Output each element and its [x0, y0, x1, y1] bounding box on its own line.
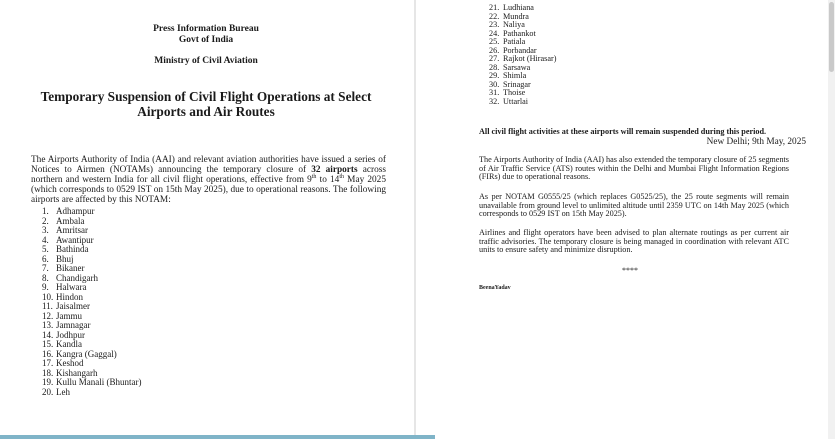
airport-number: 23. — [489, 20, 500, 29]
headline-line-2: Airports and Air Routes — [137, 104, 275, 119]
airport-number: 25. — [489, 37, 500, 46]
signature: BeenaYadav — [479, 285, 511, 291]
section-separator: **** — [622, 266, 638, 275]
airport-number: 11. — [42, 301, 53, 311]
airport-name: Patiala — [503, 37, 526, 46]
airport-list-item — [489, 98, 556, 107]
ats-routes-paragraph: The Airports Authority of India (AAI) has also extended the temporary closure of 25 segments of Air Traffic Service (ATS) routes within the Delhi and Mumbai Flight Information Regions (FIRs) due to operational reasons. — [479, 155, 789, 182]
bureau-title: Press Information Bureau — [153, 24, 259, 34]
government-subtitle: Govt of India — [178, 35, 234, 45]
ministry-title: Ministry of Civil Aviation — [154, 56, 258, 66]
airport-number: 14. — [42, 329, 54, 340]
airport-name: Kullu Manali (Bhuntar) — [56, 377, 142, 387]
airport-list-left — [42, 207, 141, 397]
intro-text: across northern and western India for all civil flight operations, effective from 9 — [31, 165, 387, 185]
airport-number: 31. — [489, 88, 500, 97]
airport-number: 22. — [489, 11, 500, 21]
airport-number: 32. — [489, 96, 500, 106]
intro-text: to 14 — [316, 175, 340, 185]
airport-name: Awantipur — [56, 234, 94, 245]
airport-number: 4. — [42, 234, 49, 245]
airport-number: 16. — [42, 348, 54, 359]
airport-name: Rajkot (Hirasar) — [503, 54, 557, 63]
airport-number: 30. — [489, 79, 500, 89]
airport-number: 10. — [42, 291, 54, 302]
airport-number: 26. — [489, 45, 500, 55]
page-divider — [414, 0, 416, 439]
airport-number: 3. — [42, 225, 49, 235]
press-headline — [0, 89, 412, 119]
airport-name: Naliya — [503, 20, 525, 29]
airport-name: Pathankot — [503, 28, 536, 38]
airport-list-item — [42, 388, 141, 398]
airport-name: Chandigarh — [56, 272, 98, 283]
airport-number: 19. — [42, 377, 54, 387]
airport-name: Halwara — [56, 282, 87, 292]
airport-name: Thoise — [503, 88, 526, 97]
airport-name: Porbandar — [503, 45, 537, 55]
airport-number: 28. — [489, 62, 500, 72]
intro-text: May 2025 (which corresponds to 0529 IST on 15th May 2025), due to operational reasons. The following airports are affected by this NOTAM: — [31, 175, 386, 205]
notam-paragraph: As per NOTAM G0555/25 (which replaces G0525/25), the 25 route segments will remain unavailable from ground level to unlimited altitude until 2359 UTC on 14th May 2025 (which corresponds to 0529 IST on 15th May 2025). — [479, 192, 789, 219]
airport-name: Jammu — [56, 310, 82, 321]
airport-name: Shimla — [503, 71, 527, 80]
suspension-note: All civil flight activities at these airports will remain suspended during this period. — [479, 127, 767, 136]
airport-name: Amritsar — [56, 225, 88, 235]
airport-number: 18. — [42, 367, 54, 378]
airport-name: Srinagar — [503, 79, 531, 89]
advisory-paragraph: Airlines and flight operators have been advised to plan alternate routings as per current air traffic advisories. The temporary closure is being managed in coordination with relevant ATC units to ensure safety and minimize disruption. — [479, 228, 789, 255]
airport-number: 2. — [42, 215, 49, 226]
airport-number: 15. — [42, 339, 54, 349]
airport-name: Bhuj — [56, 253, 74, 264]
headline-line-1: Temporary Suspension of Civil Flight Operations at Select — [40, 89, 372, 104]
airport-number: 20. — [42, 386, 54, 397]
airport-name: Kandla — [56, 339, 82, 349]
bottom-highlight-bar — [0, 435, 435, 439]
intro-text: The Airports Authority of India (AAI) and relevant aviation authorities have issued a series of Notices to Airmen (NOTAMs) announcing the temporary closure of — [31, 155, 386, 175]
airport-number: 12. — [42, 310, 54, 321]
airport-number: 27. — [489, 54, 500, 63]
airport-name: Bikaner — [56, 263, 85, 273]
intro-superscript: th — [311, 173, 317, 180]
airport-name: Sarsawa — [503, 62, 531, 72]
airport-name: Kishangarh — [56, 367, 98, 378]
airport-name: Hindon — [56, 291, 83, 302]
airport-name: Ambala — [56, 215, 85, 226]
airport-name: Adhampur — [56, 206, 95, 216]
airport-name: Ludhiana — [503, 3, 534, 12]
airport-number: 7. — [42, 263, 49, 273]
intro-superscript: th — [339, 173, 344, 180]
airport-number: 21. — [489, 3, 500, 12]
airport-name: Mundra — [503, 11, 529, 21]
intro-paragraph — [31, 155, 386, 205]
airport-list-right — [489, 4, 556, 106]
airport-name: Jaisalmer — [56, 301, 90, 311]
airport-number: 5. — [42, 244, 49, 254]
scrollbar[interactable] — [828, 0, 835, 439]
intro-airport-count: 32 airports — [311, 165, 358, 175]
airport-number: 13. — [42, 320, 54, 330]
airport-name: Jamnagar — [56, 320, 91, 330]
dateline: New Delhi; 9th May, 2025 — [706, 137, 806, 147]
airport-name: Jodhpur — [56, 329, 85, 340]
airport-number: 8. — [42, 272, 49, 283]
airport-number: 24. — [489, 28, 500, 38]
airport-name: Keshod — [56, 358, 84, 368]
airport-number: 29. — [489, 71, 500, 80]
airport-number: 1. — [42, 206, 49, 216]
airport-number: 6. — [42, 253, 49, 264]
scrollbar-thumb[interactable] — [829, 2, 834, 72]
airport-number: 17. — [42, 358, 54, 368]
airport-number: 9. — [42, 282, 49, 292]
airport-name: Leh — [56, 386, 70, 397]
airport-name: Bathinda — [56, 244, 89, 254]
airport-name: Uttarlai — [503, 96, 529, 106]
airport-name: Kangra (Gaggal) — [56, 348, 117, 359]
